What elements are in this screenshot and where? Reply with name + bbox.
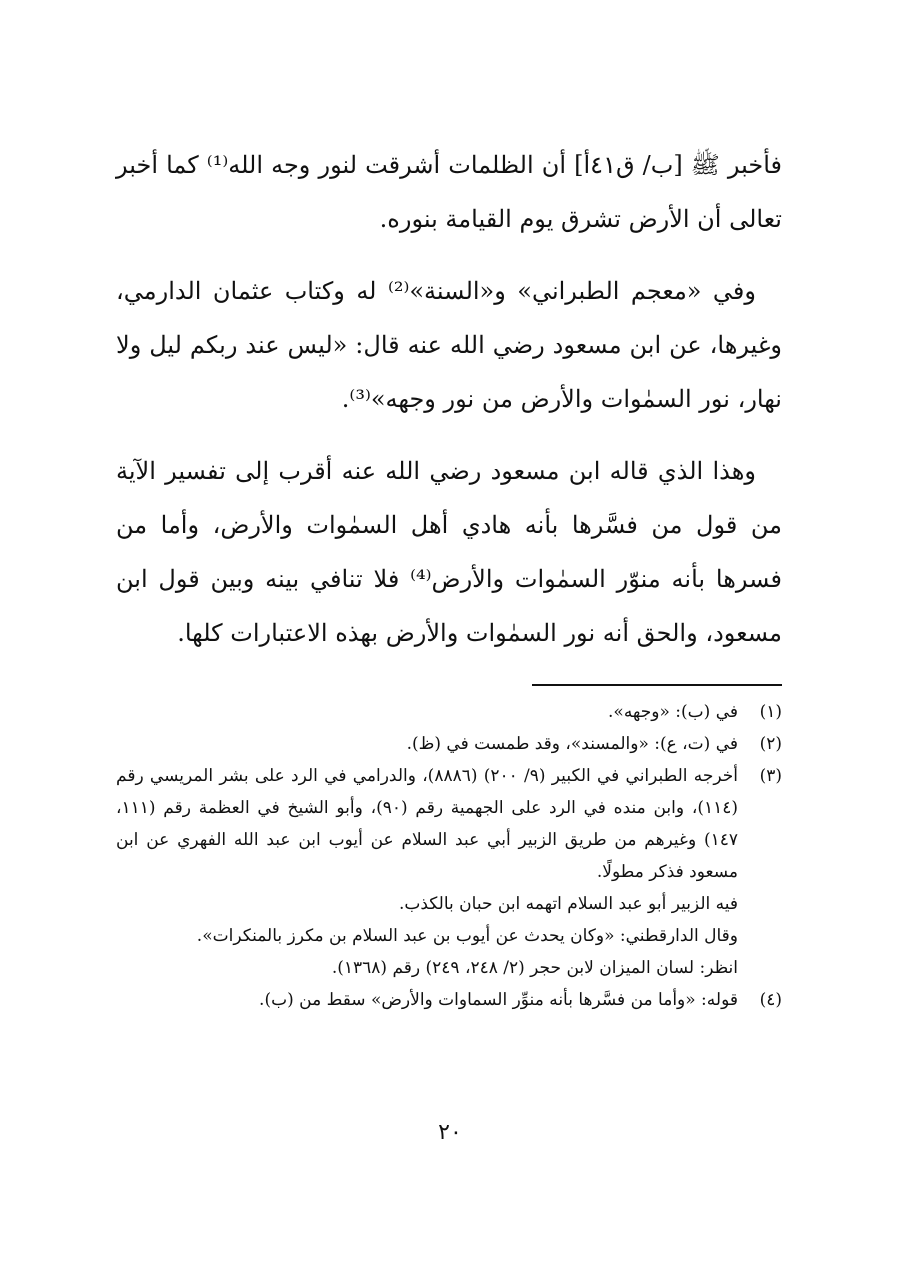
footnote-line: في (ب): «وجهه». bbox=[608, 702, 738, 722]
footnote-text bbox=[116, 696, 738, 728]
footnote-line: في (ت، ع): «والمسند»، وقد طمست في (ظ). bbox=[406, 734, 738, 754]
footnote-line: وقال الدارقطني: «وكان يحدث عن أيوب بن عبد السلام بن مكرز بالمنكرات». bbox=[196, 926, 738, 946]
footnote-line: أخرجه الطبراني في الكبير (٩/ ٢٠٠) (٨٨٨٦)، والدرامي في الرد على بشر المريسي رقم (١١٤)، وابن منده في الرد على الجهمية رقم (٩٠)، وأبو الشيخ في العظمة رقم (١١١، ١٤٧) وغيرهم من طريق الزبير أبي عبد السلام عن أيوب ابن عبد الله الفهري عن ابن مسعود فذكر مطولًا. bbox=[116, 766, 739, 882]
footnote-4 bbox=[116, 984, 782, 1016]
footnote-line: انظر: لسان الميزان لابن حجر (٢/ ٢٤٨، ٢٤٩) رقم (١٣٦٨). bbox=[331, 958, 738, 978]
footnote-number: (٢) bbox=[759, 734, 782, 754]
footnote-text bbox=[116, 984, 738, 1016]
footnote-1 bbox=[116, 696, 782, 728]
footnote-line: قوله: «وأما من فسَّرها بأنه منوِّر السماوات والأرض» سقط من (ب). bbox=[259, 990, 738, 1010]
footnote-number: (٤) bbox=[759, 990, 782, 1010]
footnote-line: فيه الزبير أبو عبد السلام اتهمه ابن حبان بالكذب. bbox=[398, 894, 738, 914]
footnote-number: (١) bbox=[759, 702, 782, 722]
footnote-text bbox=[116, 728, 738, 760]
main-text bbox=[116, 138, 782, 678]
paragraph-1: فأخبر ﷺ [ب/ ق٤١أ] أن الظلمات أشرقت لنور وجه الله⁽¹⁾ كما أخبر تعالى أن الأرض تشرق يوم القيامة بنوره. bbox=[116, 151, 782, 233]
page-number: ٢٠ bbox=[438, 1120, 462, 1145]
footnotes bbox=[116, 696, 782, 1016]
footnote-separator bbox=[532, 684, 782, 686]
paragraph-3: وهذا الذي قاله ابن مسعود رضي الله عنه أقرب إلى تفسير الآية من قول من فسَّرها بأنه هادي أهل السمٰوات والأرض، وأما من فسرها بأنه منوّر السمٰوات والأرض⁽⁴⁾ فلا تنافي بينه وبين قول ابن مسعود، والحق أنه نور السمٰوات والأرض بهذه الاعتبارات كلها. bbox=[116, 457, 782, 647]
footnote-3 bbox=[116, 760, 782, 984]
footnote-number: (٣) bbox=[759, 766, 782, 786]
footnote-2 bbox=[116, 728, 782, 760]
paragraph-2: وفي «معجم الطبراني» و«السنة»⁽²⁾ له وكتاب عثمان الدارمي، وغيرها، عن ابن مسعود رضي الله عنه قال: «ليس عند ربكم ليل ولا نهار، نور السمٰوات والأرض من نور وجهه»⁽³⁾. bbox=[116, 277, 782, 413]
footnote-text bbox=[116, 760, 738, 984]
